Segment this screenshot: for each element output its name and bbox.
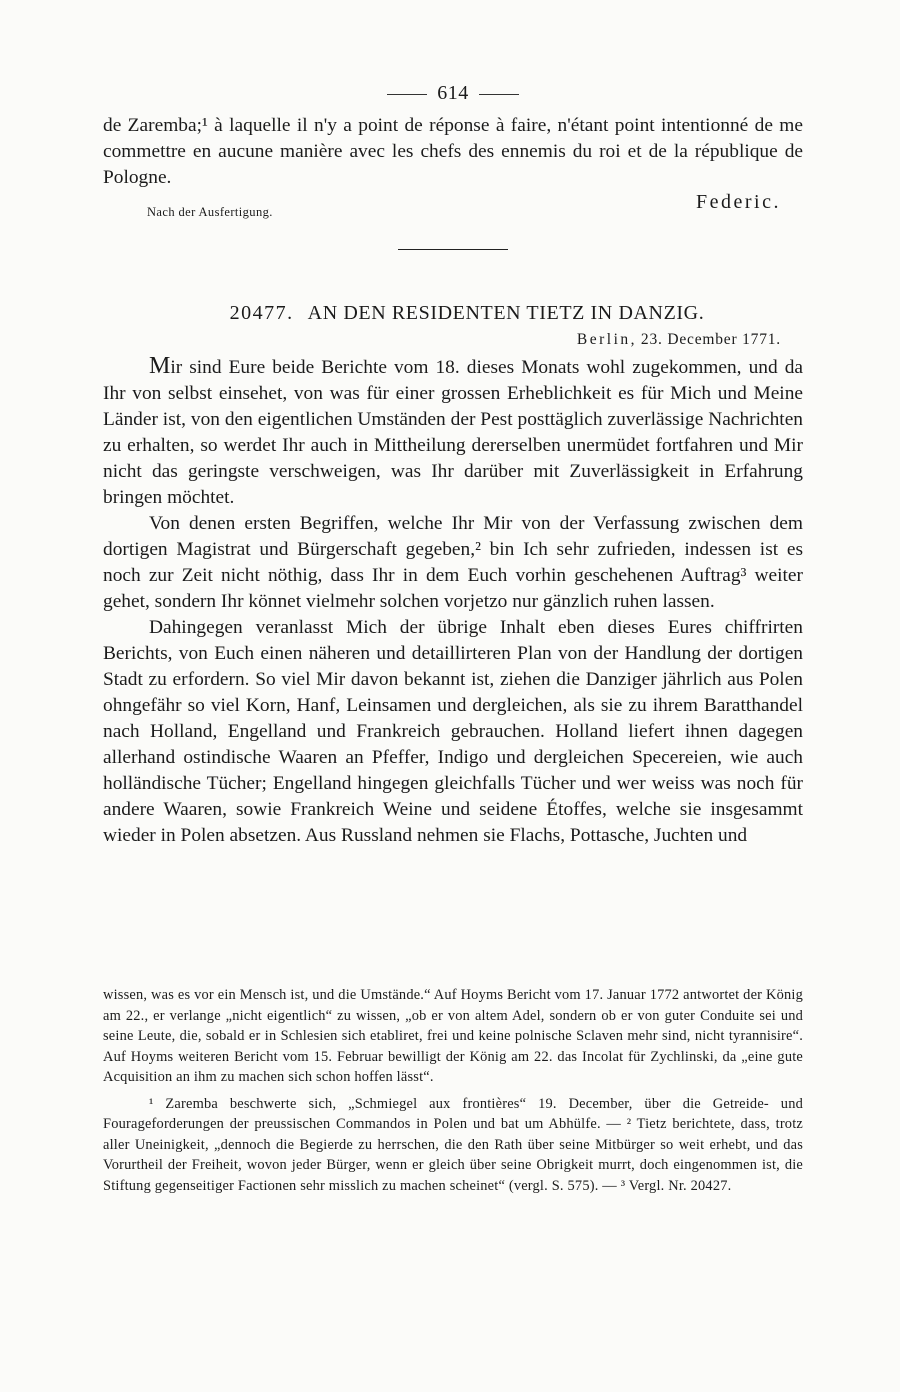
- footnote-list: ¹ Zaremba beschwerte sich, „Schmiegel aux frontières“ 19. December, über die Getreide- und Fourageforderungen der preussischen Commandos in Polen und bat um Abhülfe. — ² Tietz berichtete, dass, trotz aller Uneinigkeit, „dennoch die Begierde zu herrschen, die den Rath über seine Mitbürger so weit erhebt, und das Vorurtheil der Freiheit, wovon jeder Bürger, wenn er gleich über seine Obrigkeit murrt, doch eingenommen ist, die Stiftung gegenseitiger Factionen sehr misslich zu machen scheinet“ (vergl. S. 575). — ³ Vergl. Nr. 20427.: [103, 1095, 803, 1194]
- header-dash-right: [479, 94, 519, 95]
- paragraph-1: [103, 353, 803, 511]
- paragraph-3: Dahingegen veranlasst Mich der übrige Inhalt eben dieses Eures chiffrirten Berichts, von Euch einen näheren und detaillirteren Plan von der Handlung der dortigen Stadt zu erfordern. So viel Mir davon bekannt ist, ziehen die Danziger jährlich aus Polen ohngefähr so viel Korn, Hanf, Leinsamen und dergleichen, als sie zu ihrem Baratthandel nach Holland, Engelland und Frankreich gebrauchen. Holland liefert ihnen dagegen allerhand ostindische Waaren an Pfeffer, Indigo und dergleichen Specereien, wie auch holländische Tücher; Engelland hingegen gleichfalls Tücher und wer weiss was noch für andere Waaren, sowie Frankreich Weine und seidene Étoffes, welche sie insgesammt wieder in Polen absetzen. Aus Russland nehmen sie Flachs, Pottasche, Juchten und: [103, 617, 803, 846]
- header-dash-left: [387, 94, 427, 95]
- section-divider: [398, 249, 508, 250]
- paragraph-2: Von denen ersten Begriffen, welche Ihr Mir von der Verfassung zwischen dem dortigen Magistrat und Bürgerschaft gegeben,² bin Ich sehr zufrieden, indessen ist es noch zur Zeit nicht nöthig, dass Ihr in dem Euch vorhin geschehenen Auftrag³ weiter gehet, sondern Ihr könnet vielmehr solchen vorjetzo nur gänzlich ruhen lassen.: [103, 513, 803, 612]
- footnote-continued: wissen, was es vor ein Mensch ist, und die Umstände.“ Auf Hoyms Bericht vom 17. Januar 1772 antwortet der König am 22., er verlange „nicht eigentlich“ zu wissen, „ob er von altem Adel, sondern ob er von guter Conduite sei und seine Leute, die, sobald er in Schlesien sich etabliret, frei und keine polnische Sclaven mehr sind, nicht tyrannisire“. Auf Hoyms weiteren Bericht vom 15. Februar bewilligt der König am 22. das Incolat für Zychlinski, da „eine gute Acquisition an ihm zu machen sich schon hoffen lässt“.: [103, 987, 803, 1085]
- document-number: 20477.: [229, 302, 294, 324]
- footnotes: [103, 985, 803, 1196]
- closing-row: [103, 191, 803, 225]
- initial-letter: M: [149, 353, 171, 379]
- document-heading: [103, 302, 803, 325]
- dateline: [103, 331, 781, 349]
- letter-body: [103, 353, 803, 849]
- continuation-block: [103, 113, 803, 191]
- dateline-date: 23. December 1771.: [640, 331, 781, 348]
- page-header: [103, 78, 803, 108]
- page: [103, 78, 803, 849]
- paragraph-1-text: ir sind Eure beide Berichte vom 18. dieses Monats wohl zugekommen, und da Ihr von selbst einsehet, von was für einer grossen Erheblichkeit es für Mich und Meine Länder ist, von den eigentlichen Umständen der Pest posttäglich zuverlässige Nachrichten zu erhalten, so werdet Ihr auch in Mittheilung dererselben unermüdet fortfahren und Mir nicht das geringste verschweigen, was Ihr darüber mit Zuverlässigkeit in Erfahrung bringen möchtet.: [103, 357, 803, 508]
- page-number: 614: [437, 82, 469, 104]
- dateline-place: Berlin,: [576, 331, 638, 348]
- signature: Federic.: [696, 191, 781, 213]
- source-note: Nach der Ausfertigung.: [147, 205, 273, 219]
- continuation-paragraph: de Zaremba;¹ à laquelle il n'y a point de réponse à faire, n'étant point intentionné de me commettre en aucune manière avec les chefs des ennemis du roi et de la république de Pologne.: [103, 115, 803, 188]
- document-title: AN DEN RESIDENTEN TIETZ IN DANZIG.: [307, 302, 705, 324]
